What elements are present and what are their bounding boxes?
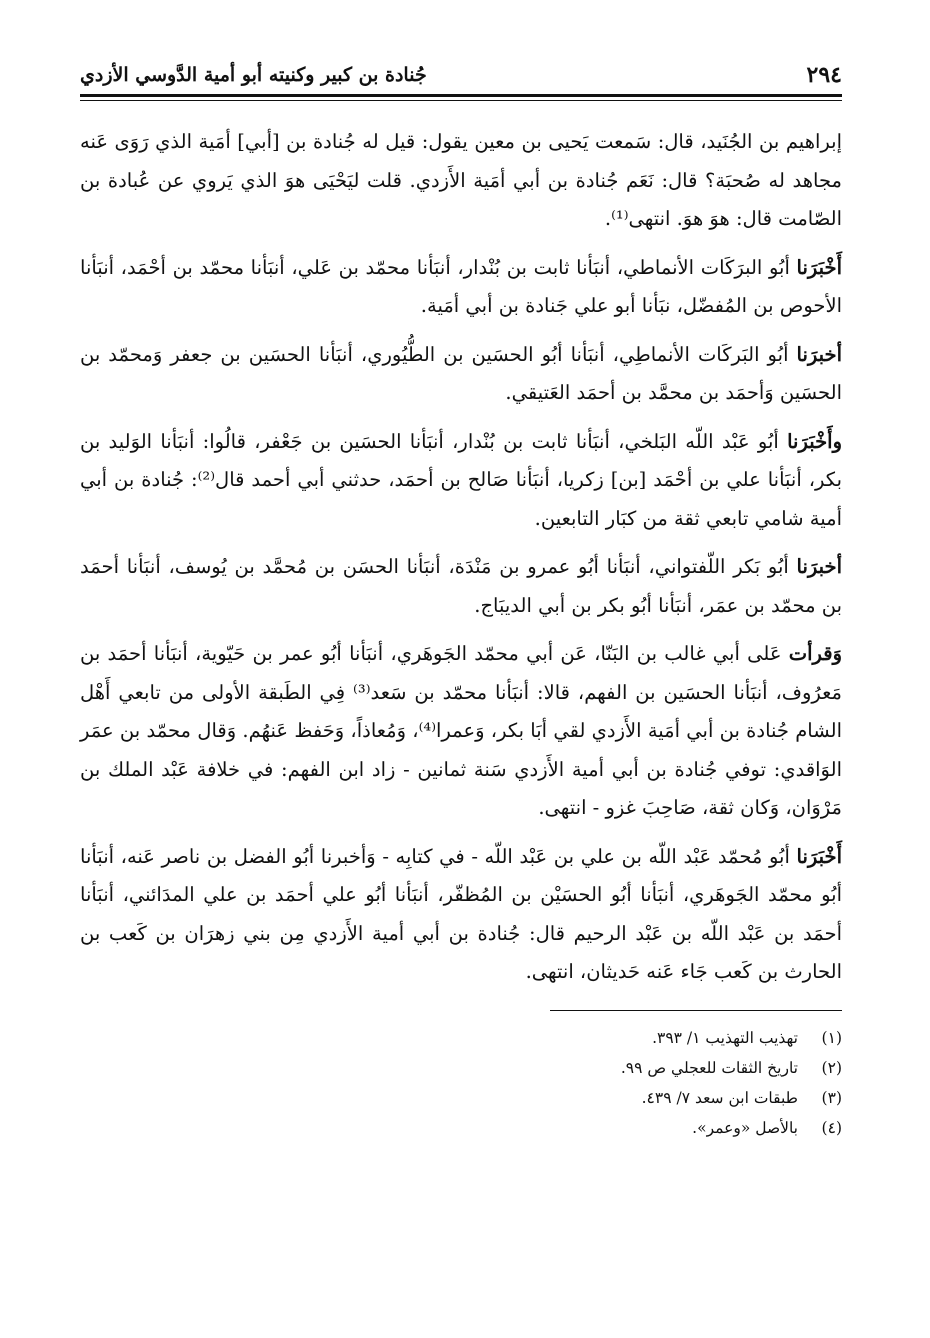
paragraph-text: إبراهيم بن الجُنَيد، قال: سَمعت يَحيى بن معين يقول: قيل له جُنادة بن [أبي] أمَية الذي رَوَى عَنه مجاهد له صُحبَة؟ قال: نَعَم جُنادة بن أبي أمَية الأَزدي. قلت ليَحْيَى هوَ الذي يَروي عن عُبادة بن الصّامت قال: هوَ هوَ. انتهى⁽¹⁾. bbox=[80, 130, 842, 230]
main-text bbox=[80, 123, 842, 992]
book-page bbox=[80, 62, 842, 1143]
footnote-number: (٢) bbox=[821, 1058, 842, 1077]
paragraph-6 bbox=[80, 635, 842, 828]
paragraph-text: أبُو عَبْد اللّه البَلخي، أنبَأنا ثابت بن بُنْدار، أنبَأنا الحسَين بن جَعْفر، قالُوا: أنبَأنا الوَليد بن بكر، أنبَأنا علي بن أحْمَد [بن] زكريا، أنبَأنا صَالح بن أحمَد، حدثني أبي أحمد قال⁽²⁾: جُنادة بن أبي أمية شامي تابعي ثقة من كبَار التابعين. bbox=[80, 429, 842, 530]
paragraph-7 bbox=[80, 838, 842, 992]
footnote-number: (٣) bbox=[821, 1088, 842, 1107]
paragraph-text: أبُو البرَكَات الأنماطي، أنبَأنا ثابت بن بُنْدار، أنبَأنا محمّد بن عَلي، أنبَأنا محمّد بن أحْمَد، أنبَأنا الأحوص بن المُفضّل، نبَأنا أبو علي جَنادة بن أبي أمَية. bbox=[80, 255, 842, 317]
paragraph-lead: أخبرَنا bbox=[796, 342, 842, 366]
paragraph-1 bbox=[80, 123, 842, 239]
page-header bbox=[80, 62, 842, 97]
paragraph-lead: أخبرَنا bbox=[796, 555, 842, 578]
paragraph-2 bbox=[80, 249, 842, 326]
footnote-text: بالأصل «وعمر». bbox=[692, 1118, 798, 1137]
footnote-item bbox=[80, 1023, 842, 1053]
footnote-item bbox=[80, 1113, 842, 1143]
paragraph-4 bbox=[80, 423, 842, 539]
footnote-number: (١) bbox=[821, 1028, 842, 1047]
paragraph-text: أبُو البَركَات الأنماطِي، أنبَأنا أبُو الحسَين بن الطُّيُوري، أنبَأنا الحسَين بن جعفر وَمحمّد بن الحسَين وَأحمَد بن محمَّد بن أحمَد العَتيقي. bbox=[80, 342, 842, 404]
paragraph-lead: أَخْبَرَنا bbox=[796, 844, 842, 868]
paragraph-lead: وأَخْبَرَنا bbox=[787, 429, 842, 453]
footnote-text: تهذيب التهذيب ١/ ٣٩٣. bbox=[652, 1028, 798, 1047]
paragraph-text: أبُو مُحمّد عَبْد اللّه بن علي بن عَبْد اللّه - في كتابِه - وَأخبرنا أبُو الفضل بن ناصر عَنه، أنبَأنا أبُو محمّد الجَوهَري، أنبَأنا أبُو الحسَيْن بن المُظفّر، أنبَأنا أبُو علي أحمَد بن علي المدَائني، أنبَأنا أحمَد بن عَبْد اللّه بن عَبْد الرحيم قال: جُنادة بن أبي أمية الأَزدي مِن بني زهرَان بن كَعب بن الحارث بن كَعب جَاء عَنه حَديثان، انتهى. bbox=[80, 844, 842, 983]
footnote-text: طبقات ابن سعد ٧/ ٤٣٩. bbox=[641, 1088, 798, 1107]
paragraph-lead: أَخْبَرَنا bbox=[796, 255, 842, 279]
running-title: جُنادة بن كبير وكنيته أبو أمية الدَّوسي الأزدي bbox=[80, 64, 427, 86]
footnote-number: (٤) bbox=[821, 1118, 842, 1137]
page-number: ٢٩٤ bbox=[806, 62, 842, 88]
paragraph-text: عَلى أبي غالب بن البَنّا، عَن أبي محمّد الجَوهَري، أنبَأنا أبُو عمر بن حَيّوية، أنبَأنا أحمَد بن مَعرُوف، أنبَأنا الحسَين بن الفهم، قالا: أنبَأنا محمّد بن سَعد⁽³⁾ فِي الطَبقة الأولى من تابعي أَهْل الشام جُنادة بن أبي أمَية الأَزدي لقي أبَا بكر، وَعمرا⁽⁴⁾، وَمُعاذاً، وَحَفظ عَنهُم. وَقال محمّد بن عمَر الوَاقدي: توفي جُنادة بن أبي أمية الأَزدي سَنة ثمانين - زاد ابن الفهم: في خلافة عَبْد الملك بن مَرْوَان، وَكان ثقة، صَاحِبَ غزو - انتهى. bbox=[80, 642, 843, 819]
footnote-text: تاريخ الثقات للعجلي ص ٩٩. bbox=[620, 1058, 798, 1077]
paragraph-5 bbox=[80, 548, 842, 625]
paragraph-lead: وَقرأت bbox=[788, 642, 842, 665]
footnote-divider bbox=[550, 1010, 842, 1011]
footnotes bbox=[80, 1010, 842, 1143]
footnote-item bbox=[80, 1053, 842, 1083]
paragraph-3 bbox=[80, 336, 842, 413]
paragraph-text: أبُو بَكر اللّفتواني، أنبَأنا أبُو عمرو بن مَنْدَة، أنبَأنا الحسَن بن مُحمَّد بن يُوسف، أنبَأنا أحمَد بن محمّد بن عمَر، أنبَأنا أبُو بكر بن أبي الديبَاج. bbox=[80, 555, 842, 617]
footnote-item bbox=[80, 1083, 842, 1113]
